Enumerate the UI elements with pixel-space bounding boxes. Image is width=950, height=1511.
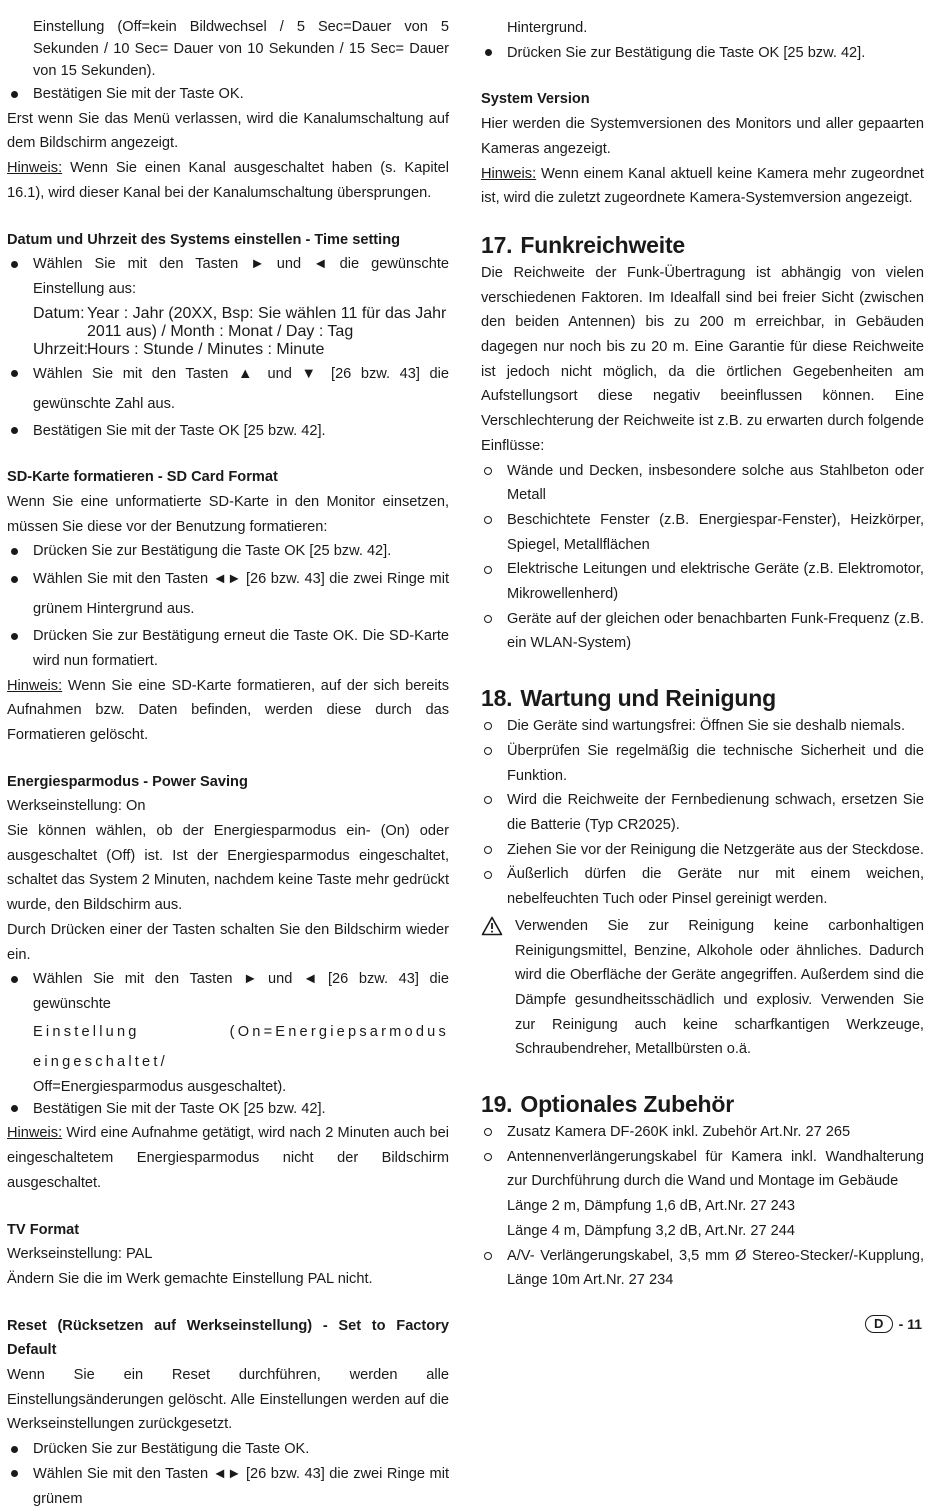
list-item: Äußerlich dürfen die Geräte nur mit einem weichen, nebelfeuchten Tuch oder Pinsel gereinigt werden.: [481, 862, 924, 911]
list-item: Überprüfen Sie regelmäßig die technische Sicherheit und die Funktion.: [481, 739, 924, 788]
paragraph: Hier werden die Systemversionen des Monitors und aller gepaarten Kameras angezeigt.: [481, 116, 924, 157]
list-item: Wird die Reichweite der Fernbedienung schwach, ersetzen Sie die Batterie (Typ CR2025).: [481, 788, 924, 837]
bullet-icon: [7, 419, 21, 444]
default-setting: Werkseinstellung: On: [7, 798, 146, 815]
bullet-icon: [7, 967, 21, 992]
ring-bullet-icon: [481, 607, 495, 632]
section-heading: Energiesparmodus - Power Saving: [7, 773, 248, 790]
list-item: Drücken Sie zur Bestätigung die Taste OK [25 bzw. 42].: [7, 539, 449, 564]
language-badge: D: [865, 1315, 893, 1333]
default-setting: Werkseinstellung: PAL: [7, 1246, 153, 1263]
section-heading: TV Format: [7, 1221, 80, 1238]
paragraph: Sie können wählen, ob der Energiesparmodus ein- (On) oder ausgeschaltet (Off) ist. Ist der Energiesparmodus eingeschaltet, schaltet das System 2 Minuten, nachdem keine Taste mehr gedrückt wurde, den Bildschirm aus.: [7, 823, 449, 914]
bullet-icon: [7, 539, 21, 564]
section-heading: Reset (Rücksetzen auf Werkseinstellung) - Set to Factory Default: [7, 1317, 449, 1359]
bullet-icon: [7, 82, 21, 107]
paragraph: Wenn Sie eine unformatierte SD-Karte in den Monitor einsetzen, müssen Sie diese vor der Benutzung formatieren:: [7, 494, 449, 535]
chapter-heading: 17. Funkreichweite: [481, 231, 686, 258]
list-item: Bestätigen Sie mit der Taste OK.: [7, 82, 449, 107]
section-heading: SD-Karte formatieren - SD Card Format: [7, 469, 278, 486]
paragraph: Durch Drücken einer der Tasten schalten Sie den Bildschirm wieder ein.: [7, 921, 449, 963]
continuation-line: Hintergrund.: [507, 20, 588, 36]
bullet-icon: [7, 359, 21, 389]
paragraph: Wenn Sie ein Reset durchführen, werden alle Einstellungsänderungen gelöscht. Alle Einstellungen werden auf die Werkseinstellungen zurückgesetzt.: [7, 1367, 449, 1433]
list-item: Wählen Sie mit den Tasten ▲ und ▼ [26 bzw. 43] die gewünschte Zahl aus.: [7, 359, 449, 419]
ring-bullet-icon: [481, 1120, 495, 1145]
ring-bullet-icon: [481, 714, 495, 739]
list-item: Wählen Sie mit den Tasten ◄► [26 bzw. 43] die zwei Ringe mit grünem: [7, 1462, 449, 1511]
ring-bullet-icon: [481, 838, 495, 863]
paragraph: Erst wenn Sie das Menü verlassen, wird die Kanalumschaltung auf dem Bildschirm angezeigt.: [7, 110, 449, 152]
range-factor-list: [481, 459, 924, 657]
bullet-icon: [7, 564, 21, 594]
ring-bullet-icon: [481, 739, 495, 764]
intro-line: Einstellung (Off=kein Bildwechsel / 5 Sec=Dauer von 5 Sekunden / 10 Sec= Dauer von 10 Sekunden / 15 Sec= Dauer von 15 Sekunden).: [33, 19, 449, 79]
warning-block: Verwenden Sie zur Reinigung keine carbonhaltigen Reinigungsmittel, Benzine, Alkohole oder ähnliches. Dadurch wird die Oberfläche der Geräte angegriffen. Außerdem sind die Dämpfe gesundheitsschädlich und explosiv. Verwenden Sie zur Reinigung auch keine scharfkantigen Werkzeuge, Schraubendreher, Metallbürsten o.ä.: [481, 914, 924, 1062]
list-item: Wände und Decken, insbesondere solche aus Stahlbeton oder Metall: [481, 459, 924, 508]
note: Hinweis: Wenn einem Kanal aktuell keine Kamera mehr zugeordnet ist, wird die zuletzt zugeordnete Kamera-Systemversion angezeigt.: [481, 165, 924, 207]
chapter-heading: 18. Wartung und Reinigung: [481, 685, 776, 712]
left-column: [7, 16, 449, 1511]
chapter-heading: 19. Optionales Zubehör: [481, 1091, 735, 1118]
note: Hinweis: Wenn Sie einen Kanal ausgeschaltet haben (s. Kapitel 16.1), wird dieser Kanal bei der Kanalumschaltung übersprungen.: [7, 160, 449, 201]
list-item: Wählen Sie mit den Tasten ◄► [26 bzw. 43] die zwei Ringe mit grünem Hintergrund aus.: [7, 564, 449, 624]
list-item: Die Geräte sind wartungsfrei: Öffnen Sie sie deshalb niemals.: [481, 714, 924, 739]
list-item: Bestätigen Sie mit der Taste OK [25 bzw. 42].: [7, 419, 449, 444]
list-item: Bestätigen Sie mit der Taste OK [25 bzw. 42].: [7, 1097, 449, 1122]
list-item: Geräte auf der gleichen oder benachbarten Funk-Frequenz (z.B. ein WLAN-System): [481, 607, 924, 656]
paragraph: Ändern Sie die im Werk gemachte Einstellung PAL nicht.: [7, 1270, 373, 1287]
ring-bullet-icon: [481, 788, 495, 813]
list-item: Drücken Sie zur Bestätigung die Taste OK [25 bzw. 42].: [481, 41, 924, 66]
list-item: Zusatz Kamera DF-260K inkl. Zubehör Art.Nr. 27 265: [481, 1120, 924, 1145]
note: Hinweis: Wird eine Aufnahme getätigt, wird nach 2 Minuten auch bei eingeschaltetem Energiesparmodus nicht der Bildschirm ausgeschaltet.: [7, 1125, 449, 1191]
date-row: Datum: Year : Jahr (20XX, Bsp: Sie wählen 11 für das Jahr 2011 aus) / Month : Monat / Day : Tag: [33, 304, 447, 340]
page-number: - 11: [898, 1316, 922, 1332]
maintenance-list: [481, 714, 924, 912]
bullet-icon: [7, 624, 21, 649]
list-item: A/V- Verlängerungskabel, 3,5 mm Ø Stereo-Stecker/-Kupplung, Länge 10m Art.Nr. 27 234: [481, 1244, 924, 1293]
bullet-icon: [7, 252, 21, 277]
list-item: Wählen Sie mit den Tasten ► und ◄ die gewünschte Einstellung aus:: [7, 252, 449, 301]
section-heading: System Version: [481, 91, 590, 108]
ring-bullet-icon: [481, 459, 495, 484]
list-item: Ziehen Sie vor der Reinigung die Netzgeräte aus der Steckdose.: [481, 838, 924, 863]
bullet-icon: [7, 1437, 21, 1462]
bullet-icon: [7, 1097, 21, 1122]
paragraph: Die Reichweite der Funk-Übertragung ist abhängig von vielen verschiedenen Faktoren. Im Idealfall sind bei freier Sicht (zwischen den beiden Antennen) bis zu 200 m erreichbar, in Gebäuden dagegen nur noch bis zu 20 m. Eine Garantie für diese Reichweite ist jedoch nicht möglich, da die örtlichen Gegebenheiten am Aufstellungsort diese negativ beeinflussen können. Eine Verschlechterung der Reichweite ist z.B. zu erwarten durch folgende Einflüsse:: [481, 264, 924, 454]
list-item: Drücken Sie zur Bestätigung erneut die Taste OK. Die SD-Karte wird nun formatiert.: [7, 624, 449, 673]
page-footer: [865, 1315, 922, 1333]
note: Hinweis: Wenn Sie eine SD-Karte formatieren, auf der sich bereits Aufnahmen bzw. Daten befinden, werden diese durch das Formatieren gelöscht.: [7, 677, 449, 743]
list-item: Elektrische Leitungen und elektrische Geräte (z.B. Elektromotor, Mikrowellenherd): [481, 557, 924, 606]
warning-icon: [481, 916, 503, 936]
accessory-list: [481, 1120, 924, 1293]
ring-bullet-icon: [481, 862, 495, 887]
right-column: [481, 16, 924, 1293]
ring-bullet-icon: [481, 1244, 495, 1269]
list-item: Wählen Sie mit den Tasten ► und ◄ [26 bzw. 43] die gewünschte Einstellung (On=Energiepsarmodus eingeschaltet/ Off=Energiesparmodus ausgeschaltet).: [7, 967, 449, 1096]
list-item: Drücken Sie zur Bestätigung die Taste OK.: [7, 1437, 449, 1462]
ring-bullet-icon: [481, 1145, 495, 1170]
bullet-icon: [481, 41, 495, 66]
section-heading: Datum und Uhrzeit des Systems einstellen - Time setting: [7, 231, 401, 248]
ring-bullet-icon: [481, 508, 495, 533]
bullet-icon: [7, 1462, 21, 1487]
ring-bullet-icon: [481, 557, 495, 582]
list-item: Beschichtete Fenster (z.B. Energiespar-Fenster), Heizkörper, Spiegel, Metallflächen: [481, 508, 924, 557]
list-item: Antennenverlängerungskabel für Kamera inkl. Wandhalterung zur Durchführung durch die Wand und Montage im Gebäude Länge 2 m, Dämpfung 1,6 dB, Art.Nr. 27 243 Länge 4 m, Dämpfung 3,2 dB, Art.Nr. 27 244: [481, 1145, 924, 1244]
time-row: Uhrzeit: Hours : Stunde / Minutes : Minute: [33, 340, 325, 358]
